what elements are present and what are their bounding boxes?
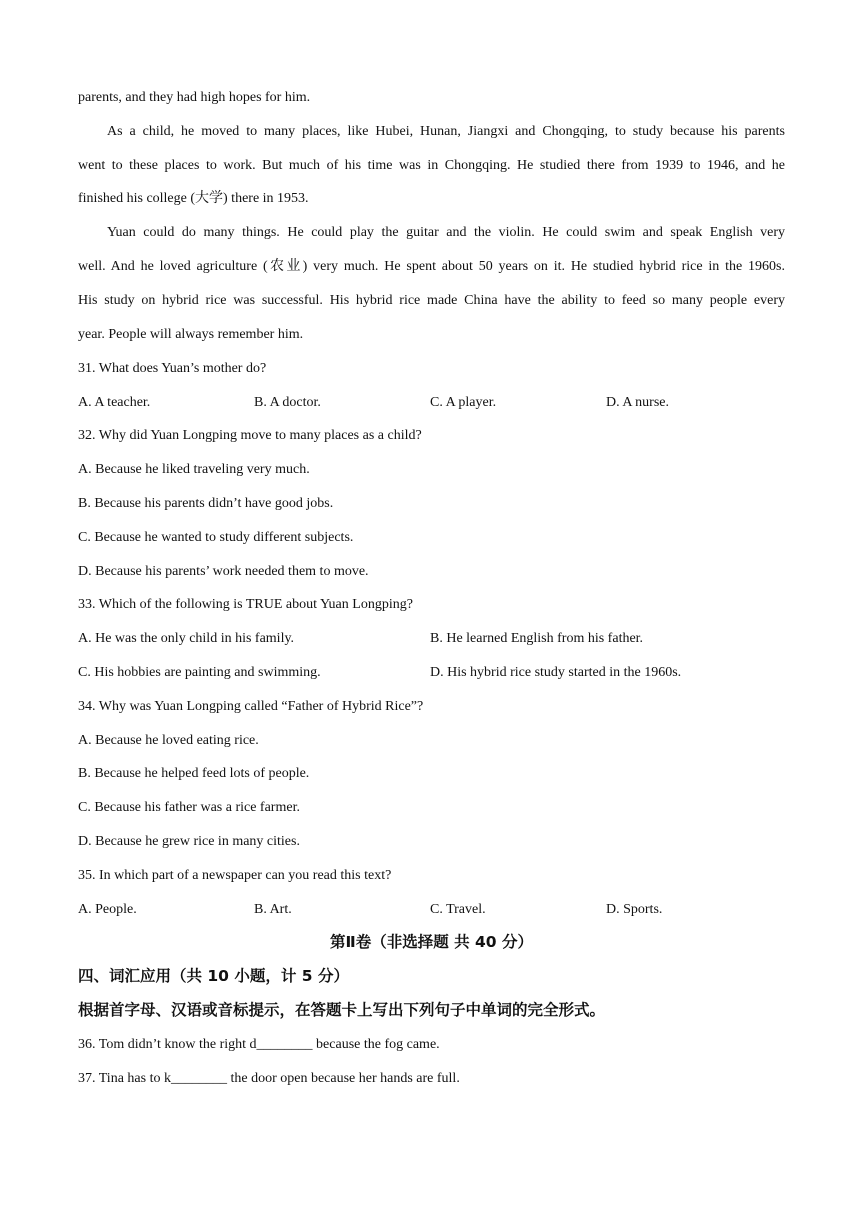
part-title: 第Ⅱ卷（非选择题 共 40 分） (330, 933, 533, 951)
section-heading: 四、词汇应用（共 10 小题，计 5 分） (78, 967, 349, 985)
answer-option: C. Because he wanted to study different subjects. (78, 530, 354, 545)
answer-option: D. His hybrid rice study started in the 1960s. (430, 665, 682, 680)
question-stem: 33. Which of the following is TRUE about Yuan Longping? (78, 597, 413, 612)
answer-option: B. A doctor. (254, 395, 321, 410)
answer-option: A. A teacher. (78, 395, 151, 410)
question-stem: 34. Why was Yuan Longping called “Father of Hybrid Rice”? (78, 699, 424, 714)
answer-option: D. Sports. (606, 902, 663, 917)
passage-line: parents, and they had high hopes for him. (78, 90, 311, 105)
passage-line: finished his college (大学) there in 1953. (78, 191, 309, 206)
answer-option: D. Because he grew rice in many cities. (78, 834, 300, 849)
answer-option: D. A nurse. (606, 395, 669, 410)
passage-line: well. And he loved agriculture (农业) very much. He spent about 50 years on it. He studied hybrid rice in the 1960s. (78, 259, 785, 274)
answer-option: C. Travel. (430, 902, 486, 917)
question-stem: 35. In which part of a newspaper can you read this text? (78, 868, 392, 883)
answer-option: C. A player. (430, 395, 497, 410)
answer-option: C. His hobbies are painting and swimming. (78, 665, 321, 680)
answer-option: C. Because his father was a rice farmer. (78, 800, 300, 815)
vocab-item: 36. Tom didn’t know the right d________ because the fog came. (78, 1037, 440, 1052)
passage-line: As a child, he moved to many places, like Hubei, Hunan, Jiangxi and Chongqing, to study because his parents (107, 124, 785, 139)
answer-option: B. Because he helped feed lots of people. (78, 766, 310, 781)
question-stem: 32. Why did Yuan Longping move to many places as a child? (78, 428, 422, 443)
vocab-item: 37. Tina has to k________ the door open because her hands are full. (78, 1071, 460, 1086)
answer-option: A. People. (78, 902, 137, 917)
answer-option: B. Art. (254, 902, 292, 917)
answer-option: A. Because he loved eating rice. (78, 733, 259, 748)
passage-line: Yuan could do many things. He could play the guitar and the violin. He could swim and speak English very (107, 225, 785, 240)
answer-option: B. Because his parents didn’t have good jobs. (78, 496, 334, 511)
answer-option: A. He was the only child in his family. (78, 631, 295, 646)
answer-option: D. Because his parents’ work needed them to move. (78, 564, 369, 579)
answer-option: A. Because he liked traveling very much. (78, 462, 310, 477)
passage-line: year. People will always remember him. (78, 327, 304, 342)
passage-line: His study on hybrid rice was successful. His hybrid rice made China have the ability to feed so many people every (78, 293, 785, 308)
question-stem: 31. What does Yuan’s mother do? (78, 361, 267, 376)
passage-line: went to these places to work. But much of his time was in Chongqing. He studied there from 1939 to 1946, and he (78, 158, 785, 173)
answer-option: B. He learned English from his father. (430, 631, 644, 646)
section-instruction: 根据首字母、汉语或音标提示，在答题卡上写出下列句子中单词的完全形式。 (78, 1001, 606, 1019)
